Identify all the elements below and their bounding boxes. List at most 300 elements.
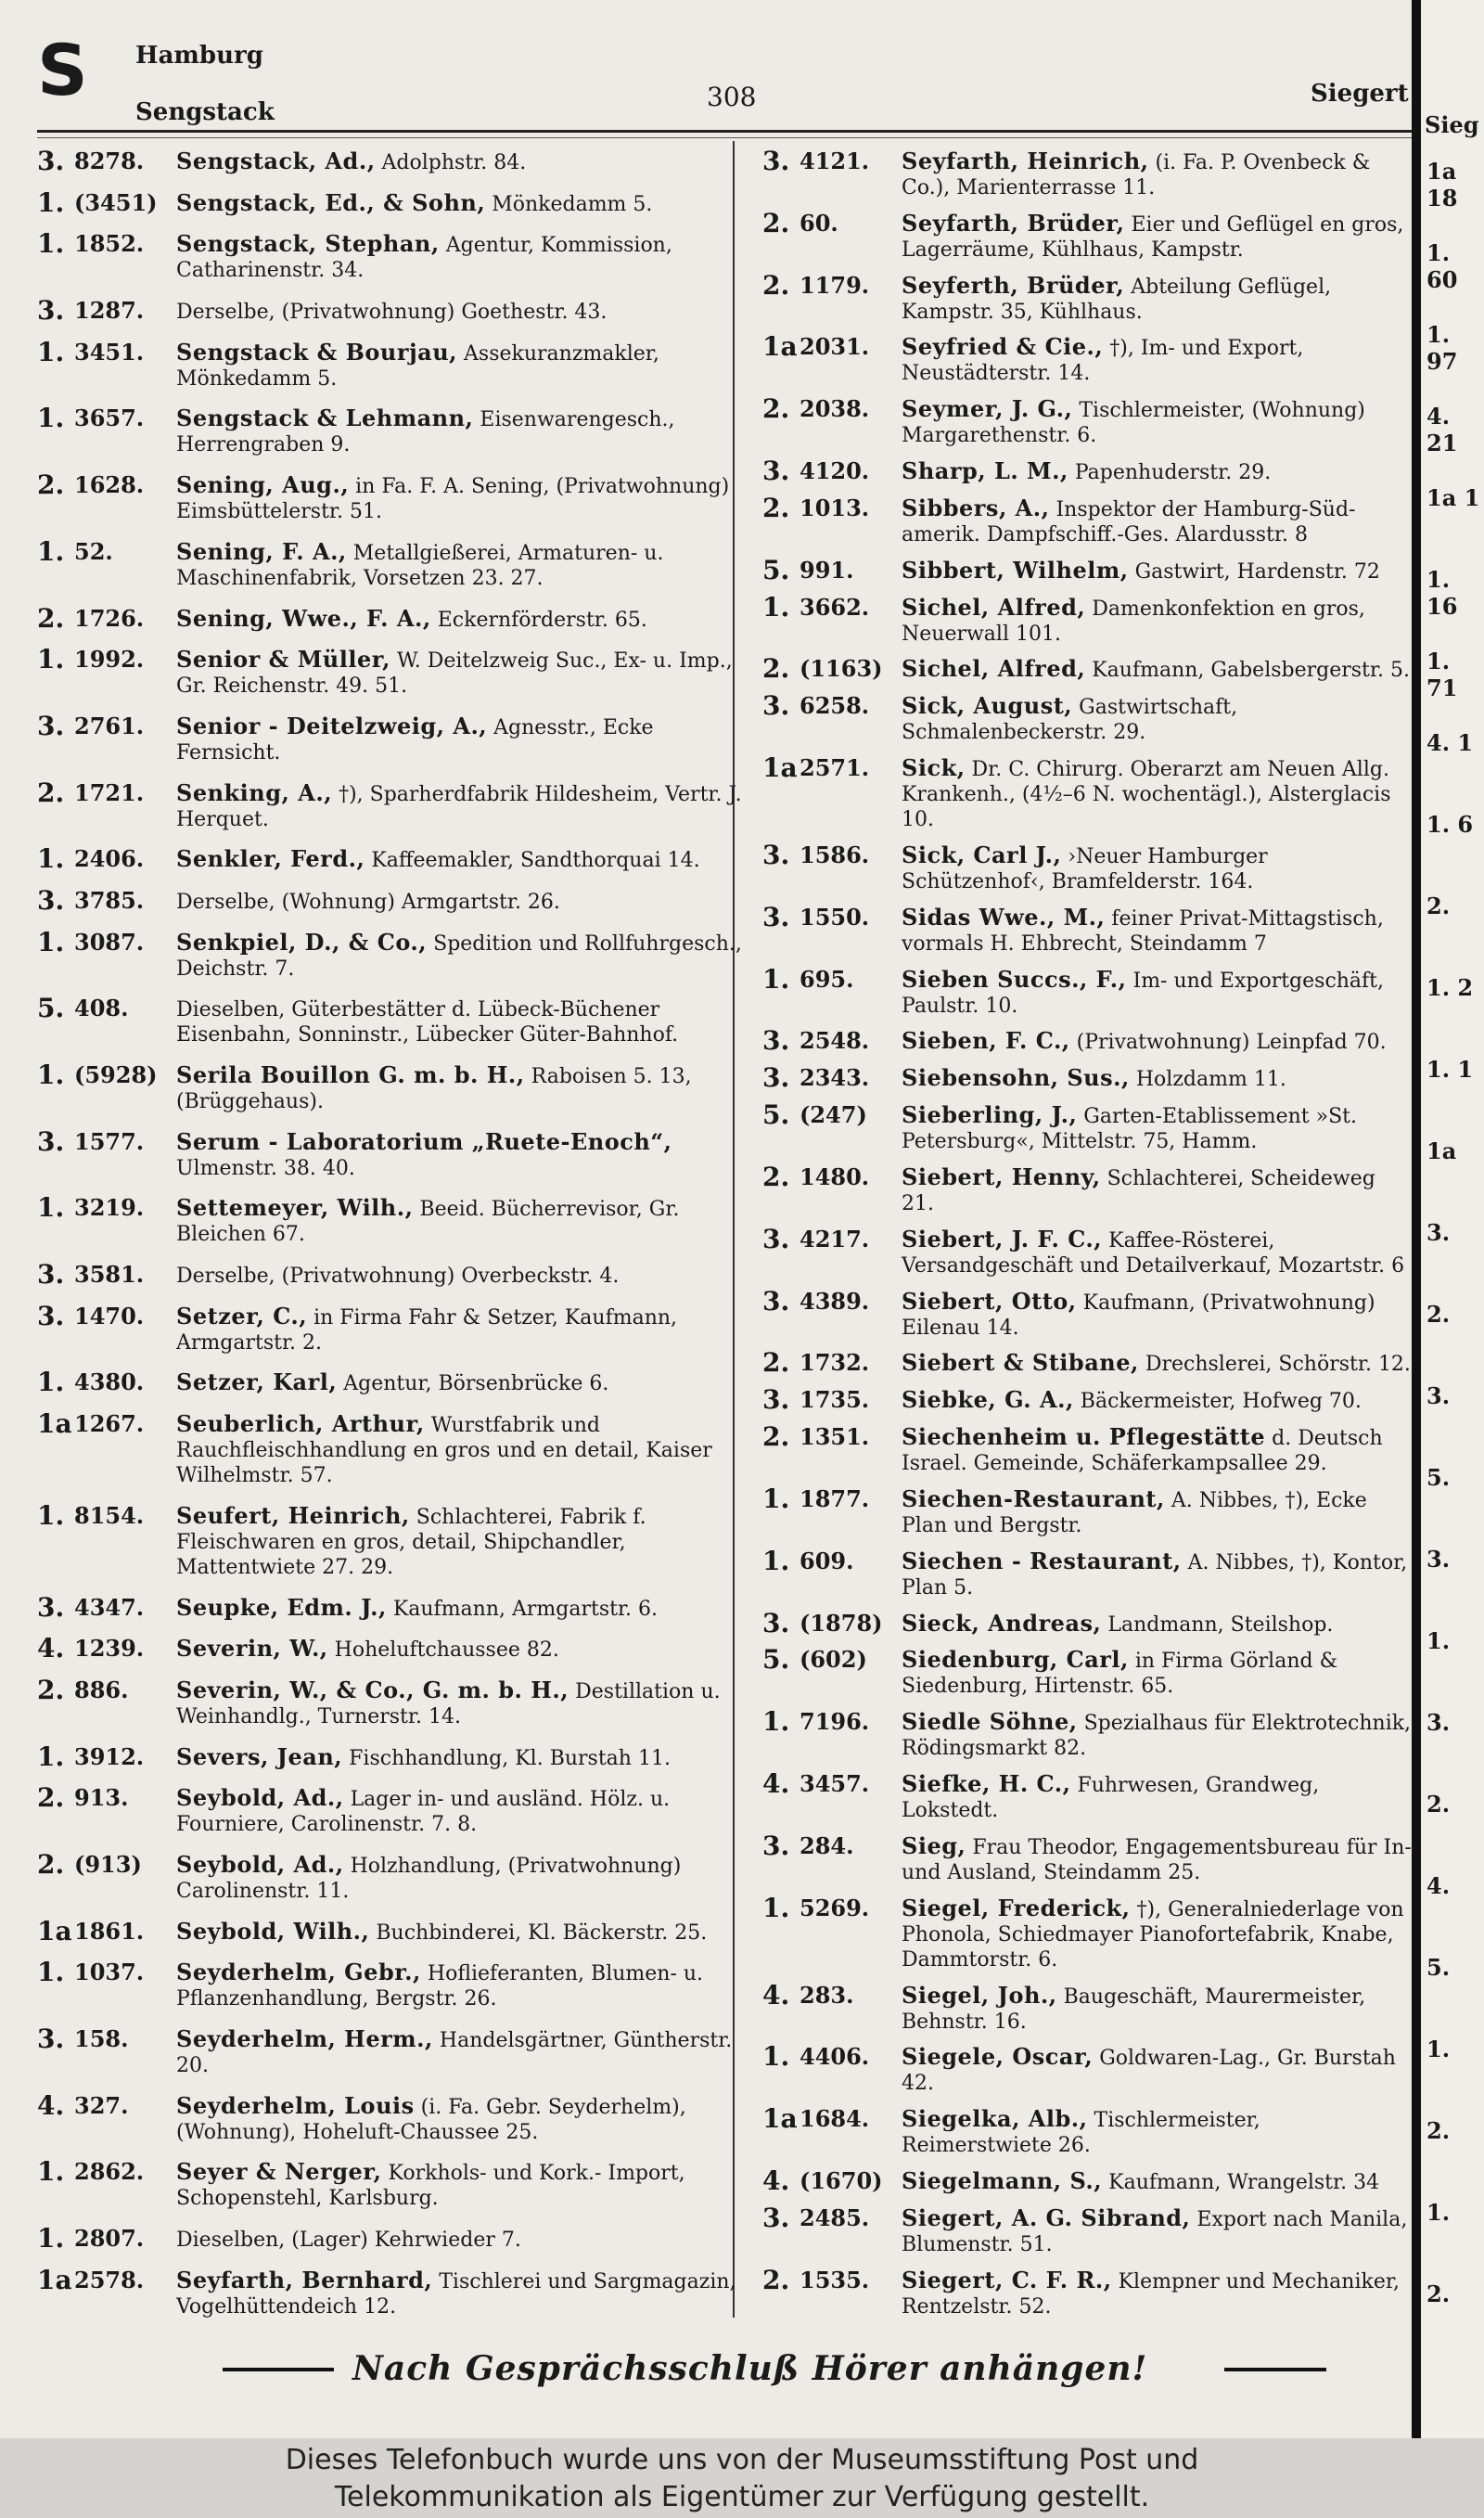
credit-banner <box>0 2438 1484 2518</box>
exchange-zone: 3. <box>37 1259 65 1291</box>
phone-number: 7196. <box>800 1708 870 1736</box>
subscriber-name: Seyfarth, Heinrich, <box>902 148 1149 174</box>
exchange-zone: 1. <box>37 2223 65 2255</box>
first-entry-heading: Sengstack <box>135 98 275 126</box>
subscriber-name: Siegelka, Alb., <box>902 2105 1088 2133</box>
exchange-zone: 3. <box>762 690 790 722</box>
next-page-fragment: 1. 97 <box>1426 321 1458 375</box>
phone-number: 1586. <box>800 841 870 868</box>
directory-entry <box>762 1062 1412 1094</box>
next-page-fragment: 1. 2 <box>1426 974 1474 1001</box>
subscriber-name: Sick, August, <box>902 692 1073 720</box>
directory-entry <box>37 2264 742 2319</box>
phone-number: 4217. <box>800 1225 870 1253</box>
next-page-fragment: 4. 21 <box>1426 403 1458 456</box>
exchange-zone: 3. <box>762 456 790 487</box>
subscriber-details: W. Deitelzweig Suc., Ex- u. Imp., Gr. Reichenstr. 49. 51. <box>176 649 733 699</box>
subscriber-details: Spedition und Rollfuhrgesch., Deichstr. 7. <box>176 931 742 981</box>
exchange-zone: 1. <box>762 591 790 623</box>
entry-text <box>176 846 742 873</box>
entry-text <box>176 713 742 765</box>
directory-entry <box>762 2041 1412 2096</box>
phone-number: 1351. <box>800 1423 870 1451</box>
directory-entry <box>762 2165 1412 2196</box>
subscriber-details: Wurstfabrik und Rauchfleischhandlung en gros und en detail, Kaiser Wilhelmstr. 57. <box>176 1414 712 1488</box>
entry-text <box>902 967 1412 1019</box>
entry-text <box>902 1895 1412 1972</box>
directory-entry <box>37 1591 742 1623</box>
phone-number: 2031. <box>800 333 870 361</box>
directory-entry <box>37 405 742 457</box>
entry-text <box>176 1852 742 1904</box>
subscriber-name: Seybold, Ad., <box>176 1850 344 1878</box>
phone-number: 52. <box>74 537 113 565</box>
directory-entry <box>37 777 742 832</box>
exchange-zone: 1a <box>762 2103 798 2135</box>
subscriber-details: Beeid. Bücherrevisor, Gr. Bleichen 67. <box>176 1198 680 1247</box>
section-letter: S <box>37 29 88 111</box>
phone-number: 1577. <box>74 1127 145 1155</box>
subscriber-details: Kaufmann, Wrangelstr. 34 <box>1108 2170 1380 2194</box>
exchange-zone: 1. <box>762 1545 790 1576</box>
exchange-zone: 5. <box>37 993 65 1024</box>
directory-entry <box>762 331 1412 386</box>
exchange-zone: 1. <box>37 843 65 875</box>
subscriber-details: Agentur, Kommission, Catharinenstr. 34. <box>176 234 672 283</box>
exchange-zone: 4. <box>762 2165 790 2196</box>
entry-text <box>902 656 1412 683</box>
next-page-fragment: 1. 1 <box>1426 1056 1474 1083</box>
entry-text <box>176 148 742 175</box>
directory-entry <box>37 148 742 175</box>
entry-text <box>902 273 1412 325</box>
phone-number: 1013. <box>800 494 870 521</box>
exchange-zone: 2. <box>37 602 65 634</box>
exchange-zone: 1. <box>762 963 790 995</box>
subscriber-name: Sieberling, J., <box>902 1101 1078 1129</box>
subscriber-name: Sening, Wwe., F. A., <box>176 604 431 632</box>
subscriber-details: A. Nibbes, †), Kontor, Plan 5. <box>902 1550 1408 1599</box>
entry-text <box>176 1062 742 1114</box>
subscriber-details: Kaffee-Rösterei, Versandgeschäft und Detailverkauf, Mozartstr. 6 <box>902 1228 1405 1278</box>
subscriber-details: Kaffeemakler, Sandthorquai 14. <box>371 849 700 873</box>
next-page-fragment: 2. <box>1426 1301 1451 1328</box>
exchange-zone: 3. <box>762 146 790 176</box>
entry-text <box>176 298 742 325</box>
entry-text <box>176 2267 742 2319</box>
subscriber-details: Dieselben, Güterbestätter d. Lübeck-Büchener Eisenbahn, Sonninstr., Lübecker Güter-Bahnhof. <box>176 998 679 1047</box>
subscriber-name: Severin, W., <box>176 1635 328 1663</box>
directory-entry <box>762 1223 1412 1278</box>
subscriber-details: Abteilung Geflügel, Kampstr. 35, Kühlhaus. <box>902 275 1332 324</box>
exchange-zone: 3. <box>37 1591 65 1623</box>
phone-number: 3912. <box>74 1742 145 1770</box>
next-page-fragment: 1. <box>1426 2036 1451 2062</box>
subscriber-name: Serila Bouillon G. m. b. H., <box>176 1061 525 1088</box>
subscriber-name: Seyderhelm, Louis <box>176 2091 415 2119</box>
exchange-zone: 3. <box>762 1384 790 1416</box>
exchange-zone: 2. <box>762 269 790 301</box>
directory-entry <box>762 1347 1412 1379</box>
subscriber-name: Serum - Laboratorium „Ruete-Enoch“, <box>176 1127 672 1155</box>
entry-text <box>902 1647 1412 1699</box>
subscriber-name: Siebke, G. A., <box>902 1386 1074 1414</box>
subscriber-details: Drechslerei, Schörstr. 12. <box>1145 1353 1411 1377</box>
subscriber-details: Baugeschäft, Maurermeister, Behnstr. 16. <box>902 1985 1366 2034</box>
subscriber-name: Sichel, Alfred, <box>902 593 1086 621</box>
subscriber-name: Sening, Aug., <box>176 471 350 499</box>
directory-entry <box>37 2156 742 2211</box>
phone-number: (1670) <box>800 2166 883 2194</box>
subscriber-name: Sengstack & Bourjau, <box>176 338 458 366</box>
subscriber-details: feiner Privat-Mittagstisch, vormals H. Ehbrecht, Steindamm 7 <box>902 906 1384 956</box>
directory-entry <box>37 1915 742 1946</box>
subscriber-name: Siedenburg, Carl, <box>902 1646 1129 1674</box>
exchange-zone: 1. <box>762 2041 790 2073</box>
footer-dash-left <box>223 2368 334 2371</box>
subscriber-name: Siebert & Stibane, <box>902 1349 1139 1377</box>
exchange-zone: 2. <box>37 1674 65 1705</box>
directory-entry <box>762 591 1412 647</box>
exchange-zone: 3. <box>762 839 790 870</box>
exchange-zone: 2. <box>762 393 790 425</box>
directory-entry <box>762 963 1412 1019</box>
phone-number: (5928) <box>74 1061 158 1088</box>
exchange-zone: 1. <box>762 1483 790 1514</box>
subscriber-details: Kaufmann, Armgartstr. 6. <box>392 1597 659 1621</box>
phone-number: 60. <box>800 209 838 237</box>
exchange-zone: 3. <box>762 1285 790 1317</box>
phone-number: 1628. <box>74 471 145 499</box>
exchange-zone: 1a <box>37 1408 72 1440</box>
directory-entry <box>37 1674 742 1729</box>
exchange-zone: 2. <box>762 1161 790 1192</box>
entry-text <box>176 1785 742 1837</box>
next-page-fragment: 4. 1 <box>1426 729 1474 756</box>
directory-entry <box>37 926 742 982</box>
subscriber-name: Sengstack, Stephan, <box>176 230 440 258</box>
directory-entry <box>762 393 1412 448</box>
subscriber-details: in Fa. F. A. Sening, (Privatwohnung) Eimsbüttelerstr. 51. <box>176 475 730 524</box>
next-page-fragment: 5. <box>1426 1954 1451 1981</box>
directory-entry <box>37 1259 742 1291</box>
directory-entry <box>37 1499 742 1580</box>
entry-text <box>902 334 1412 386</box>
subscriber-name: Siegele, Oscar, <box>902 2043 1094 2071</box>
subscriber-details: Fischhandlung, Kl. Burstah 11. <box>349 1746 671 1770</box>
entry-text <box>902 2267 1412 2319</box>
exchange-zone: 5. <box>762 1099 790 1131</box>
page-number: 308 <box>707 82 757 112</box>
subscriber-details: Buchbinderei, Kl. Bäckerstr. 25. <box>376 1921 708 1945</box>
next-page-fragment: 1. 16 <box>1426 566 1458 620</box>
entry-text <box>902 148 1412 200</box>
directory-entry <box>762 1706 1412 1761</box>
subscriber-details: Eisenwarengesch., Herrengraben 9. <box>176 408 675 457</box>
directory-entry <box>37 602 742 634</box>
phone-number: 1735. <box>800 1386 870 1414</box>
phone-number: 1684. <box>800 2105 870 2133</box>
phone-number: (247) <box>800 1101 867 1129</box>
phone-number: 1550. <box>800 903 870 931</box>
subscriber-name: Siegel, Frederick, <box>902 1894 1131 1921</box>
subscriber-name: Seuberlich, Arthur, <box>176 1410 425 1438</box>
subscriber-name: Sieck, Andreas, <box>902 1609 1102 1637</box>
exchange-zone: 3. <box>762 1025 790 1057</box>
exchange-zone: 3. <box>37 710 65 741</box>
subscriber-details: in Firma Fahr & Setzer, Kaufmann, Armgartstr. 2. <box>176 1305 678 1355</box>
directory-entry <box>762 653 1412 685</box>
subscriber-name: Sengstack, Ed., & Sohn, <box>176 188 486 216</box>
phone-number: 1535. <box>800 2266 870 2293</box>
exchange-zone: 1a <box>37 1915 72 1946</box>
phone-number: 3219. <box>74 1194 145 1222</box>
subscriber-name: Seybold, Ad., <box>176 1784 344 1812</box>
entry-text <box>902 558 1412 585</box>
subscriber-details: Eckernförderstr. 65. <box>437 608 647 632</box>
phone-number: 1239. <box>74 1635 145 1663</box>
phone-number: (1878) <box>800 1609 883 1637</box>
subscriber-name: Sidas Wwe., M., <box>902 903 1106 931</box>
entry-text <box>902 755 1412 832</box>
exchange-zone: 1. <box>37 1499 65 1531</box>
subscriber-details: Handelsgärtner, Güntherstr. 20. <box>176 2029 733 2077</box>
subscriber-details: Derselbe, (Wohnung) Armgartstr. 26. <box>176 890 560 914</box>
phone-number: 886. <box>74 1676 129 1703</box>
directory-entry <box>37 535 742 591</box>
subscriber-details: †), Sparherdfabrik Hildesheim, Vertr. J. Herquet. <box>176 782 742 831</box>
subscriber-name: Siegel, Joh., <box>902 1981 1057 2009</box>
phone-number: 1861. <box>74 1917 145 1945</box>
subscriber-name: Sichel, Alfred, <box>902 655 1086 683</box>
subscriber-details: Dieselben, (Lager) Kehrwieder 7. <box>176 2229 521 2253</box>
right-column <box>762 148 1412 2319</box>
directory-entry <box>762 269 1412 325</box>
directory-entry <box>762 1285 1412 1341</box>
entry-text <box>902 1983 1412 2035</box>
directory-entry <box>37 710 742 765</box>
entry-text <box>902 211 1412 263</box>
phone-number: 3657. <box>74 405 145 432</box>
phone-number: 3087. <box>74 928 145 956</box>
directory-entry <box>37 644 742 699</box>
next-page-fragment: 2. <box>1426 2280 1451 2307</box>
subscriber-details: Damenkonfektion en gros, Neuerwall 101. <box>902 597 1365 646</box>
directory-entry <box>37 2023 742 2078</box>
directory-entry <box>37 1633 742 1664</box>
exchange-zone: 2. <box>762 207 790 238</box>
phone-number: 6258. <box>800 692 870 720</box>
directory-entry <box>762 1644 1412 1699</box>
entry-text <box>176 606 742 633</box>
exchange-zone: 3. <box>37 1300 65 1331</box>
directory-entry <box>762 1025 1412 1057</box>
exchange-zone: 4. <box>762 1979 790 2011</box>
entry-text <box>176 1129 742 1181</box>
subscriber-details: Garten-Etablissement »St. Petersburg«, Mittelstr. 75, Hamm. <box>902 1105 1357 1154</box>
next-page-edge <box>1421 0 1484 2438</box>
subscriber-name: Sick, <box>902 754 966 782</box>
exchange-zone: 1. <box>37 2156 65 2188</box>
directory-entry <box>37 1959 742 2011</box>
exchange-zone: 3. <box>37 884 65 916</box>
entry-text <box>902 1387 1412 1414</box>
subscriber-name: Seyferth, Brüder, <box>902 271 1125 299</box>
entry-text <box>176 1636 742 1663</box>
next-page-header: Sieg <box>1425 111 1479 138</box>
subscriber-name: Seyderhelm, Gebr., <box>176 1959 421 1986</box>
phone-number: 1726. <box>74 604 145 632</box>
phone-number: 2485. <box>800 2203 870 2231</box>
subscriber-name: Severin, W., & Co., G. m. b. H., <box>176 1676 569 1703</box>
binding-edge <box>1412 0 1421 2438</box>
exchange-zone: 1. <box>37 1741 65 1772</box>
subscriber-details: Holzhandlung, (Privatwohnung) Carolinenstr. 11. <box>176 1854 682 1903</box>
subscriber-name: Senking, A., <box>176 778 333 806</box>
subscriber-details: (Privatwohnung) Leinpfad 70. <box>1076 1031 1387 1055</box>
subscriber-name: Seufert, Heinrich, <box>176 1501 410 1529</box>
exchange-zone: 2. <box>762 653 790 685</box>
phone-number: 5269. <box>800 1894 870 1921</box>
subscriber-name: Siebert, Henny, <box>902 1163 1101 1190</box>
exchange-zone: 5. <box>762 554 790 585</box>
entry-text <box>902 1486 1412 1538</box>
phone-number: 3457. <box>800 1770 870 1798</box>
entry-text <box>176 1959 742 2011</box>
phone-number: 1877. <box>800 1484 870 1512</box>
exchange-zone: 3. <box>762 2202 790 2233</box>
phone-number: 8154. <box>74 1501 145 1529</box>
exchange-zone: 3. <box>37 2023 65 2054</box>
phone-number: 2761. <box>74 712 145 739</box>
exchange-zone: 2. <box>37 777 65 808</box>
phone-number: 284. <box>800 1831 854 1859</box>
phone-number: 2578. <box>74 2266 145 2293</box>
phone-number: 2038. <box>800 395 870 423</box>
phone-number: 695. <box>800 965 854 993</box>
entry-text <box>902 2044 1412 2096</box>
subscriber-name: Seybold, Wilh., <box>176 1917 370 1945</box>
entry-text <box>902 595 1412 647</box>
subscriber-name: Seupke, Edm. J., <box>176 1593 387 1621</box>
subscriber-name: Sengstack & Lehmann, <box>176 405 474 432</box>
next-page-fragment: 2. <box>1426 2117 1451 2144</box>
exchange-zone: 3. <box>762 1607 790 1638</box>
subscriber-name: Siechenheim u. Pflegestätte <box>902 1423 1266 1451</box>
exchange-zone: 1. <box>37 1957 65 1988</box>
subscriber-details: Fuhrwesen, Grandweg, Lokstedt. <box>902 1774 1320 1823</box>
phone-number: 3785. <box>74 886 145 914</box>
entry-text <box>902 693 1412 745</box>
entry-text <box>902 2106 1412 2158</box>
entry-text <box>176 1595 742 1622</box>
subscriber-details: †), Im- und Export, Neustädterstr. 14. <box>902 337 1304 386</box>
exchange-zone: 1. <box>37 1367 65 1398</box>
phone-number: 2807. <box>74 2225 145 2253</box>
phone-number: 3451. <box>74 338 145 366</box>
exchange-zone: 3. <box>37 146 65 176</box>
directory-entry <box>37 228 742 283</box>
subscriber-name: Sening, F. A., <box>176 537 347 565</box>
subscriber-name: Severs, Jean, <box>176 1742 343 1770</box>
exchange-zone: 1. <box>762 1892 790 1923</box>
entry-text <box>176 1369 742 1396</box>
subscriber-name: Siegert, A. G. Sibrand, <box>902 2203 1191 2231</box>
phone-number: 158. <box>74 2025 129 2052</box>
subscriber-details: Bäckermeister, Hofweg 70. <box>1080 1390 1362 1414</box>
subscriber-name: Sharp, L. M., <box>902 457 1068 485</box>
exchange-zone: 4. <box>762 1768 790 1800</box>
phone-number: 4389. <box>800 1287 870 1315</box>
subscriber-name: Siedle Söhne, <box>902 1708 1078 1736</box>
entry-text <box>902 1350 1412 1377</box>
exchange-zone: 2. <box>37 1848 65 1880</box>
subscriber-details: Dr. C. Chirurg. Oberarzt am Neuen Allg. Krankenh., (4½–6 N. wochentägl.), Alsterglacis 10. <box>902 758 1391 832</box>
directory-entry <box>762 1483 1412 1538</box>
subscriber-details: Eier und Geflügel en gros, Lagerräume, Kühlhaus, Kampstr. <box>902 212 1404 262</box>
exchange-zone: 1a <box>762 331 798 363</box>
phone-number: (1163) <box>800 655 883 683</box>
entry-text <box>176 472 742 524</box>
subscriber-details: Tischlermeister, (Wohnung) Margarethenstr. 6. <box>902 399 1365 448</box>
subscriber-details: (i. Fa. P. Ovenbeck & Co.), Marienterrasse 11. <box>902 151 1371 199</box>
entry-text <box>176 1304 742 1355</box>
exchange-zone: 2. <box>37 1782 65 1814</box>
directory-entry <box>762 1099 1412 1154</box>
subscriber-details: Metallgießerei, Armaturen- u. Maschinenfabrik, Vorsetzen 23. 27. <box>176 541 664 590</box>
subscriber-name: Siechen - Restaurant, <box>902 1547 1182 1574</box>
entry-text <box>176 1677 742 1729</box>
entry-text <box>176 1744 742 1771</box>
next-page-fragment: 1. 71 <box>1426 648 1458 701</box>
exchange-zone: 1. <box>37 228 65 260</box>
directory-entry <box>37 1192 742 1247</box>
directory-entry <box>762 458 1412 485</box>
directory-entry <box>762 690 1412 745</box>
phone-number: 4121. <box>800 148 870 174</box>
phone-number: 1037. <box>74 1959 145 1986</box>
exchange-zone: 1. <box>37 1060 65 1090</box>
exchange-zone: 1. <box>37 1192 65 1224</box>
subscriber-name: Siebert, Otto, <box>902 1287 1077 1315</box>
subscriber-name: Sieben, F. C., <box>902 1027 1070 1055</box>
entry-text <box>902 1771 1412 1823</box>
next-page-fragment: 3. <box>1426 1709 1451 1736</box>
subscriber-details: Agnesstr., Ecke Fernsicht. <box>176 715 654 764</box>
phone-number: 3662. <box>800 593 870 621</box>
entry-text <box>176 2093 742 2145</box>
subscriber-name: Siegert, C. F. R., <box>902 2266 1112 2293</box>
phone-number: (3451) <box>74 188 158 216</box>
subscriber-details: Adolphstr. 84. <box>381 151 527 174</box>
entry-text <box>902 905 1412 957</box>
subscriber-name: Sibbert, Wilhelm, <box>902 556 1129 584</box>
subscriber-details: Mönkedamm 5. <box>492 192 653 216</box>
directory-entry <box>37 336 742 392</box>
phone-number: 1480. <box>800 1163 870 1190</box>
exchange-zone: 5. <box>762 1644 790 1676</box>
entry-text <box>176 1411 742 1488</box>
city-heading: Hamburg <box>135 42 263 70</box>
phone-number: 2343. <box>800 1064 870 1092</box>
phone-number: 1721. <box>74 778 145 806</box>
subscriber-details: (i. Fa. Gebr. Seyderhelm), (Wohnung), Hoheluft-Chaussee 25. <box>176 2095 686 2144</box>
phone-number: (913) <box>74 1850 142 1878</box>
subscriber-details: Raboisen 5. 13, (Brüggehaus). <box>176 1065 692 1113</box>
subscriber-details: Im- und Exportgeschäft, Paulstr. 10. <box>902 969 1385 1018</box>
next-page-fragment: 4. <box>1426 1872 1451 1899</box>
phone-number: 3581. <box>74 1261 145 1289</box>
